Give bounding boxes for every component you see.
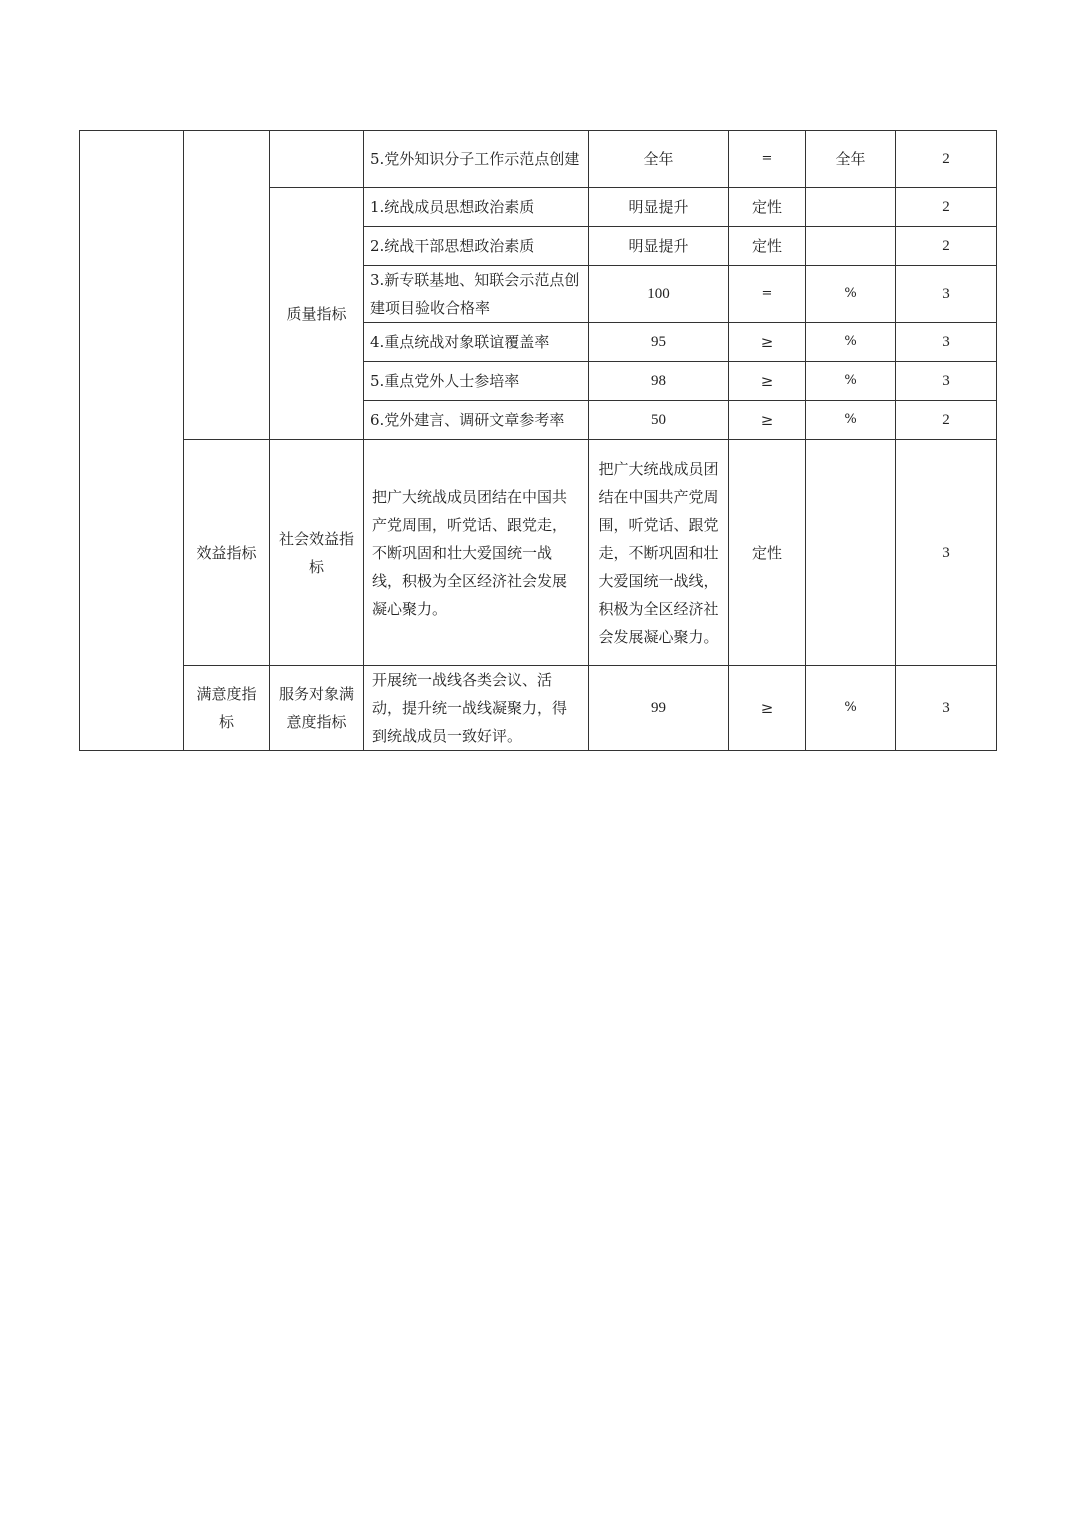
indicator-operator: ≥	[729, 666, 806, 751]
indicator-item: 1.统战成员思想政治素质	[364, 188, 589, 227]
indicator-unit: %	[806, 666, 896, 751]
second-level-output-cell	[184, 131, 270, 440]
indicator-score: 3	[896, 362, 997, 401]
indicator-item: 开展统一战线各类会议、活动，提升统一战线凝聚力，得到统战成员一致好评。	[364, 666, 589, 751]
indicator-score: 3	[896, 666, 997, 751]
indicator-unit: 全年	[806, 131, 896, 188]
indicator-unit	[806, 227, 896, 266]
indicator-item: 把广大统战成员团结在中国共产党周围，听党话、跟党走，不断巩固和壮大爱国统一战线，积极为全区经济社会发展凝心聚力。	[364, 440, 589, 666]
indicator-item: 3.新专联基地、知联会示范点创建项目验收合格率	[364, 266, 589, 323]
indicator-value: 95	[589, 323, 729, 362]
indicator-operator: ≥	[729, 323, 806, 362]
indicator-unit: %	[806, 362, 896, 401]
indicator-item: 5.重点党外人士参培率	[364, 362, 589, 401]
indicator-item: 6.党外建言、调研文章参考率	[364, 401, 589, 440]
quality-indicator-label: 质量指标	[270, 188, 364, 440]
indicator-value: 100	[589, 266, 729, 323]
social-benefit-label: 社会效益指标	[270, 440, 364, 666]
indicator-value: 50	[589, 401, 729, 440]
indicator-operator: =	[729, 131, 806, 188]
indicator-operator: 定性	[729, 440, 806, 666]
benefit-indicator-label: 效益指标	[184, 440, 270, 666]
indicator-score: 3	[896, 323, 997, 362]
indicator-unit: %	[806, 401, 896, 440]
indicator-operator: 定性	[729, 188, 806, 227]
indicator-operator: ≥	[729, 362, 806, 401]
table-row	[80, 440, 997, 666]
indicator-value: 全年	[589, 131, 729, 188]
indicator-unit	[806, 188, 896, 227]
indicator-operator: 定性	[729, 227, 806, 266]
table-row	[80, 666, 997, 751]
indicator-unit: %	[806, 323, 896, 362]
indicator-score: 2	[896, 188, 997, 227]
indicator-score: 3	[896, 266, 997, 323]
satisfaction-indicator-label: 满意度指标	[184, 666, 270, 751]
indicator-value: 99	[589, 666, 729, 751]
third-level-quantity-cell	[270, 131, 364, 188]
indicator-operator: ≥	[729, 401, 806, 440]
indicator-score: 2	[896, 131, 997, 188]
indicator-value: 98	[589, 362, 729, 401]
indicator-value: 明显提升	[589, 227, 729, 266]
indicator-value: 明显提升	[589, 188, 729, 227]
performance-indicator-table	[79, 130, 997, 751]
first-level-indicator-cell	[80, 131, 184, 751]
indicator-item: 2.统战干部思想政治素质	[364, 227, 589, 266]
indicator-unit: %	[806, 266, 896, 323]
indicator-value: 把广大统战成员团结在中国共产党周围，听党话、跟党走，不断巩固和壮大爱国统一战线，积极为全区经济社会发展凝心聚力。	[589, 440, 729, 666]
service-satisfaction-label: 服务对象满意度指标	[270, 666, 364, 751]
indicator-operator: =	[729, 266, 806, 323]
indicator-item: 4.重点统战对象联谊覆盖率	[364, 323, 589, 362]
indicator-item: 5.党外知识分子工作示范点创建	[364, 131, 589, 188]
indicator-score: 2	[896, 227, 997, 266]
indicator-score: 3	[896, 440, 997, 666]
table-row	[80, 131, 997, 188]
indicator-score: 2	[896, 401, 997, 440]
indicator-unit	[806, 440, 896, 666]
